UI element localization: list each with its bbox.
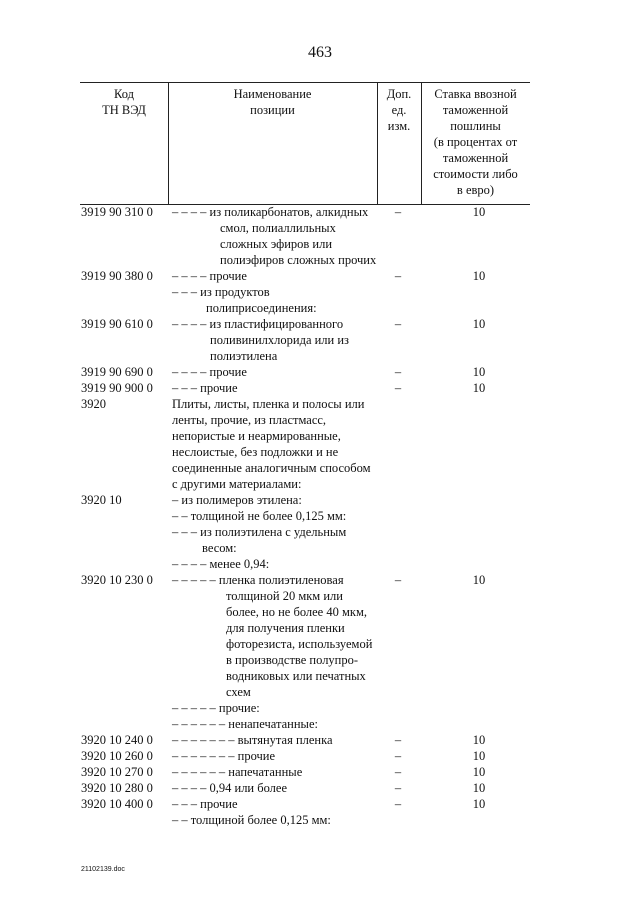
position-name-line: – – – – прочие [172,365,247,379]
header-rate: Ставка ввозной таможенной пошлины (в процентах от таможенной стоимости либо в евро) [433,87,518,197]
tnved-code: 3920 10 270 0 [81,765,153,779]
duty-rate: 10 [472,381,486,395]
position-name-line: весом: [202,541,237,555]
header-top-rule [80,82,530,83]
supplementary-unit: – [394,573,402,587]
duty-rate: 10 [472,781,486,795]
position-name-line: в производстве полупро- [226,653,359,667]
table-row [0,508,640,524]
position-name-line: – – – прочие [172,381,238,395]
position-name-line: полиэтилена [210,349,278,363]
tnved-code: 3920 10 260 0 [81,749,153,763]
supplementary-unit: – [394,797,402,811]
position-name [172,732,377,748]
file-name-footer: 21102139.doc [81,866,125,873]
supplementary-unit: – [394,269,402,283]
duty-rate: 10 [472,749,486,763]
table-row [0,796,640,812]
position-name [172,700,377,716]
table-row [0,316,640,364]
position-name [172,812,377,828]
tnved-code: 3919 90 900 0 [81,381,153,395]
supplementary-unit: – [394,781,402,795]
position-name [172,364,377,380]
tnved-code: 3920 10 230 0 [81,573,153,587]
tnved-code: 3920 10 240 0 [81,733,153,747]
supplementary-unit: – [394,381,402,395]
position-name-line: – – – – из пластифицированного [172,317,344,331]
position-name [172,492,377,508]
position-name-line: – – – – – пленка полиэтиленовая [172,573,344,587]
position-name-line: сложных эфиров или [220,237,333,251]
position-name-line: – – – – – – – прочие [172,749,276,763]
tariff-table-body [0,204,640,828]
position-name-line: смол, полиаллильных [220,221,336,235]
header-unit: Доп. ед. изм. [386,87,412,133]
position-name [172,796,377,812]
position-name [172,316,377,364]
duty-rate: 10 [472,765,486,779]
position-name-line: – – – прочие [172,797,238,811]
duty-rate: 10 [472,269,486,283]
position-name-line: поливинилхлорида или из [210,333,349,347]
header-name: Наименование позиции [233,87,312,117]
position-name-line: фоторезиста, используемой [226,637,373,651]
position-name-line: более, но не более 40 мкм, [226,605,368,619]
supplementary-unit: – [394,205,402,219]
position-name [172,396,377,492]
position-name-line: для получения пленки [226,621,345,635]
duty-rate: 10 [472,317,486,331]
position-name-line: – – – – – прочие: [172,701,260,715]
table-row [0,700,640,716]
position-name [172,508,377,524]
table-row [0,764,640,780]
table-row [0,364,640,380]
position-name [172,748,377,764]
tnved-code: 3920 10 400 0 [81,797,153,811]
position-name-line: – – – – прочие [172,269,247,283]
position-name-line: непористые и неармированные, [172,429,341,443]
position-name-line: – – – – менее 0,94: [172,557,270,571]
tnved-code: 3919 90 310 0 [81,205,153,219]
table-row [0,812,640,828]
table-row [0,268,640,284]
position-name-line: – – – – – – ненапечатанные: [172,717,318,731]
duty-rate: 10 [472,205,486,219]
position-name-line: – – – – 0,94 или более [172,781,288,795]
supplementary-unit: – [394,733,402,747]
position-name-line: Плиты, листы, пленка и полосы или [172,397,365,411]
position-name [172,716,377,732]
position-name [172,284,377,316]
position-name-line: соединенные аналогичным способом [172,461,371,475]
position-name-line: – – толщиной более 0,125 мм: [172,813,331,827]
supplementary-unit: – [394,765,402,779]
position-name [172,572,377,700]
table-row [0,748,640,764]
tnved-code: 3919 90 380 0 [81,269,153,283]
position-name-line: – – – из полиэтилена с удельным [172,525,347,539]
position-name-line: – – – – – – – вытянутая пленка [172,733,333,747]
position-name [172,380,377,396]
tnved-code: 3919 90 610 0 [81,317,153,331]
supplementary-unit: – [394,317,402,331]
position-name [172,204,377,268]
position-name-line: – – толщиной не более 0,125 мм: [172,509,347,523]
tnved-code: 3920 10 [81,493,122,507]
position-name-line: – из полимеров этилена: [172,493,302,507]
table-row [0,572,640,700]
position-name [172,780,377,796]
position-name [172,764,377,780]
table-row [0,492,640,508]
table-row [0,556,640,572]
position-name-line: – – – из продуктов [172,285,270,299]
duty-rate: 10 [472,733,486,747]
supplementary-unit: – [394,365,402,379]
position-name-line: с другими материалами: [172,477,302,491]
position-name-line: схем [226,685,251,699]
position-name-line: – – – – из поликарбонатов, алкидных [172,205,369,219]
position-name [172,268,377,284]
header-code: Код ТН ВЭД [102,87,146,117]
table-row [0,380,640,396]
table-row [0,732,640,748]
position-name-line: полиэфиров сложных прочих [220,253,377,267]
table-row [0,396,640,492]
tnved-code: 3920 10 280 0 [81,781,153,795]
position-name-line: неслоистые, без подложки и не [172,445,339,459]
duty-rate: 10 [472,365,486,379]
position-name-line: полиприсоединения: [206,301,317,315]
position-name [172,524,377,556]
duty-rate: 10 [472,573,486,587]
table-row [0,780,640,796]
position-name-line: водниковых или печатных [226,669,366,683]
position-name-line: ленты, прочие, из пластмасс, [172,413,327,427]
table-row [0,204,640,268]
position-name-line: толщиной 20 мкм или [226,589,343,603]
tnved-code: 3919 90 690 0 [81,365,153,379]
duty-rate: 10 [472,797,486,811]
supplementary-unit: – [394,749,402,763]
tnved-code: 3920 [81,397,106,411]
table-row [0,284,640,316]
table-row [0,524,640,556]
table-row [0,716,640,732]
position-name [172,556,377,572]
page-number: 463 [308,44,332,61]
position-name-line: – – – – – – напечатанные [172,765,303,779]
